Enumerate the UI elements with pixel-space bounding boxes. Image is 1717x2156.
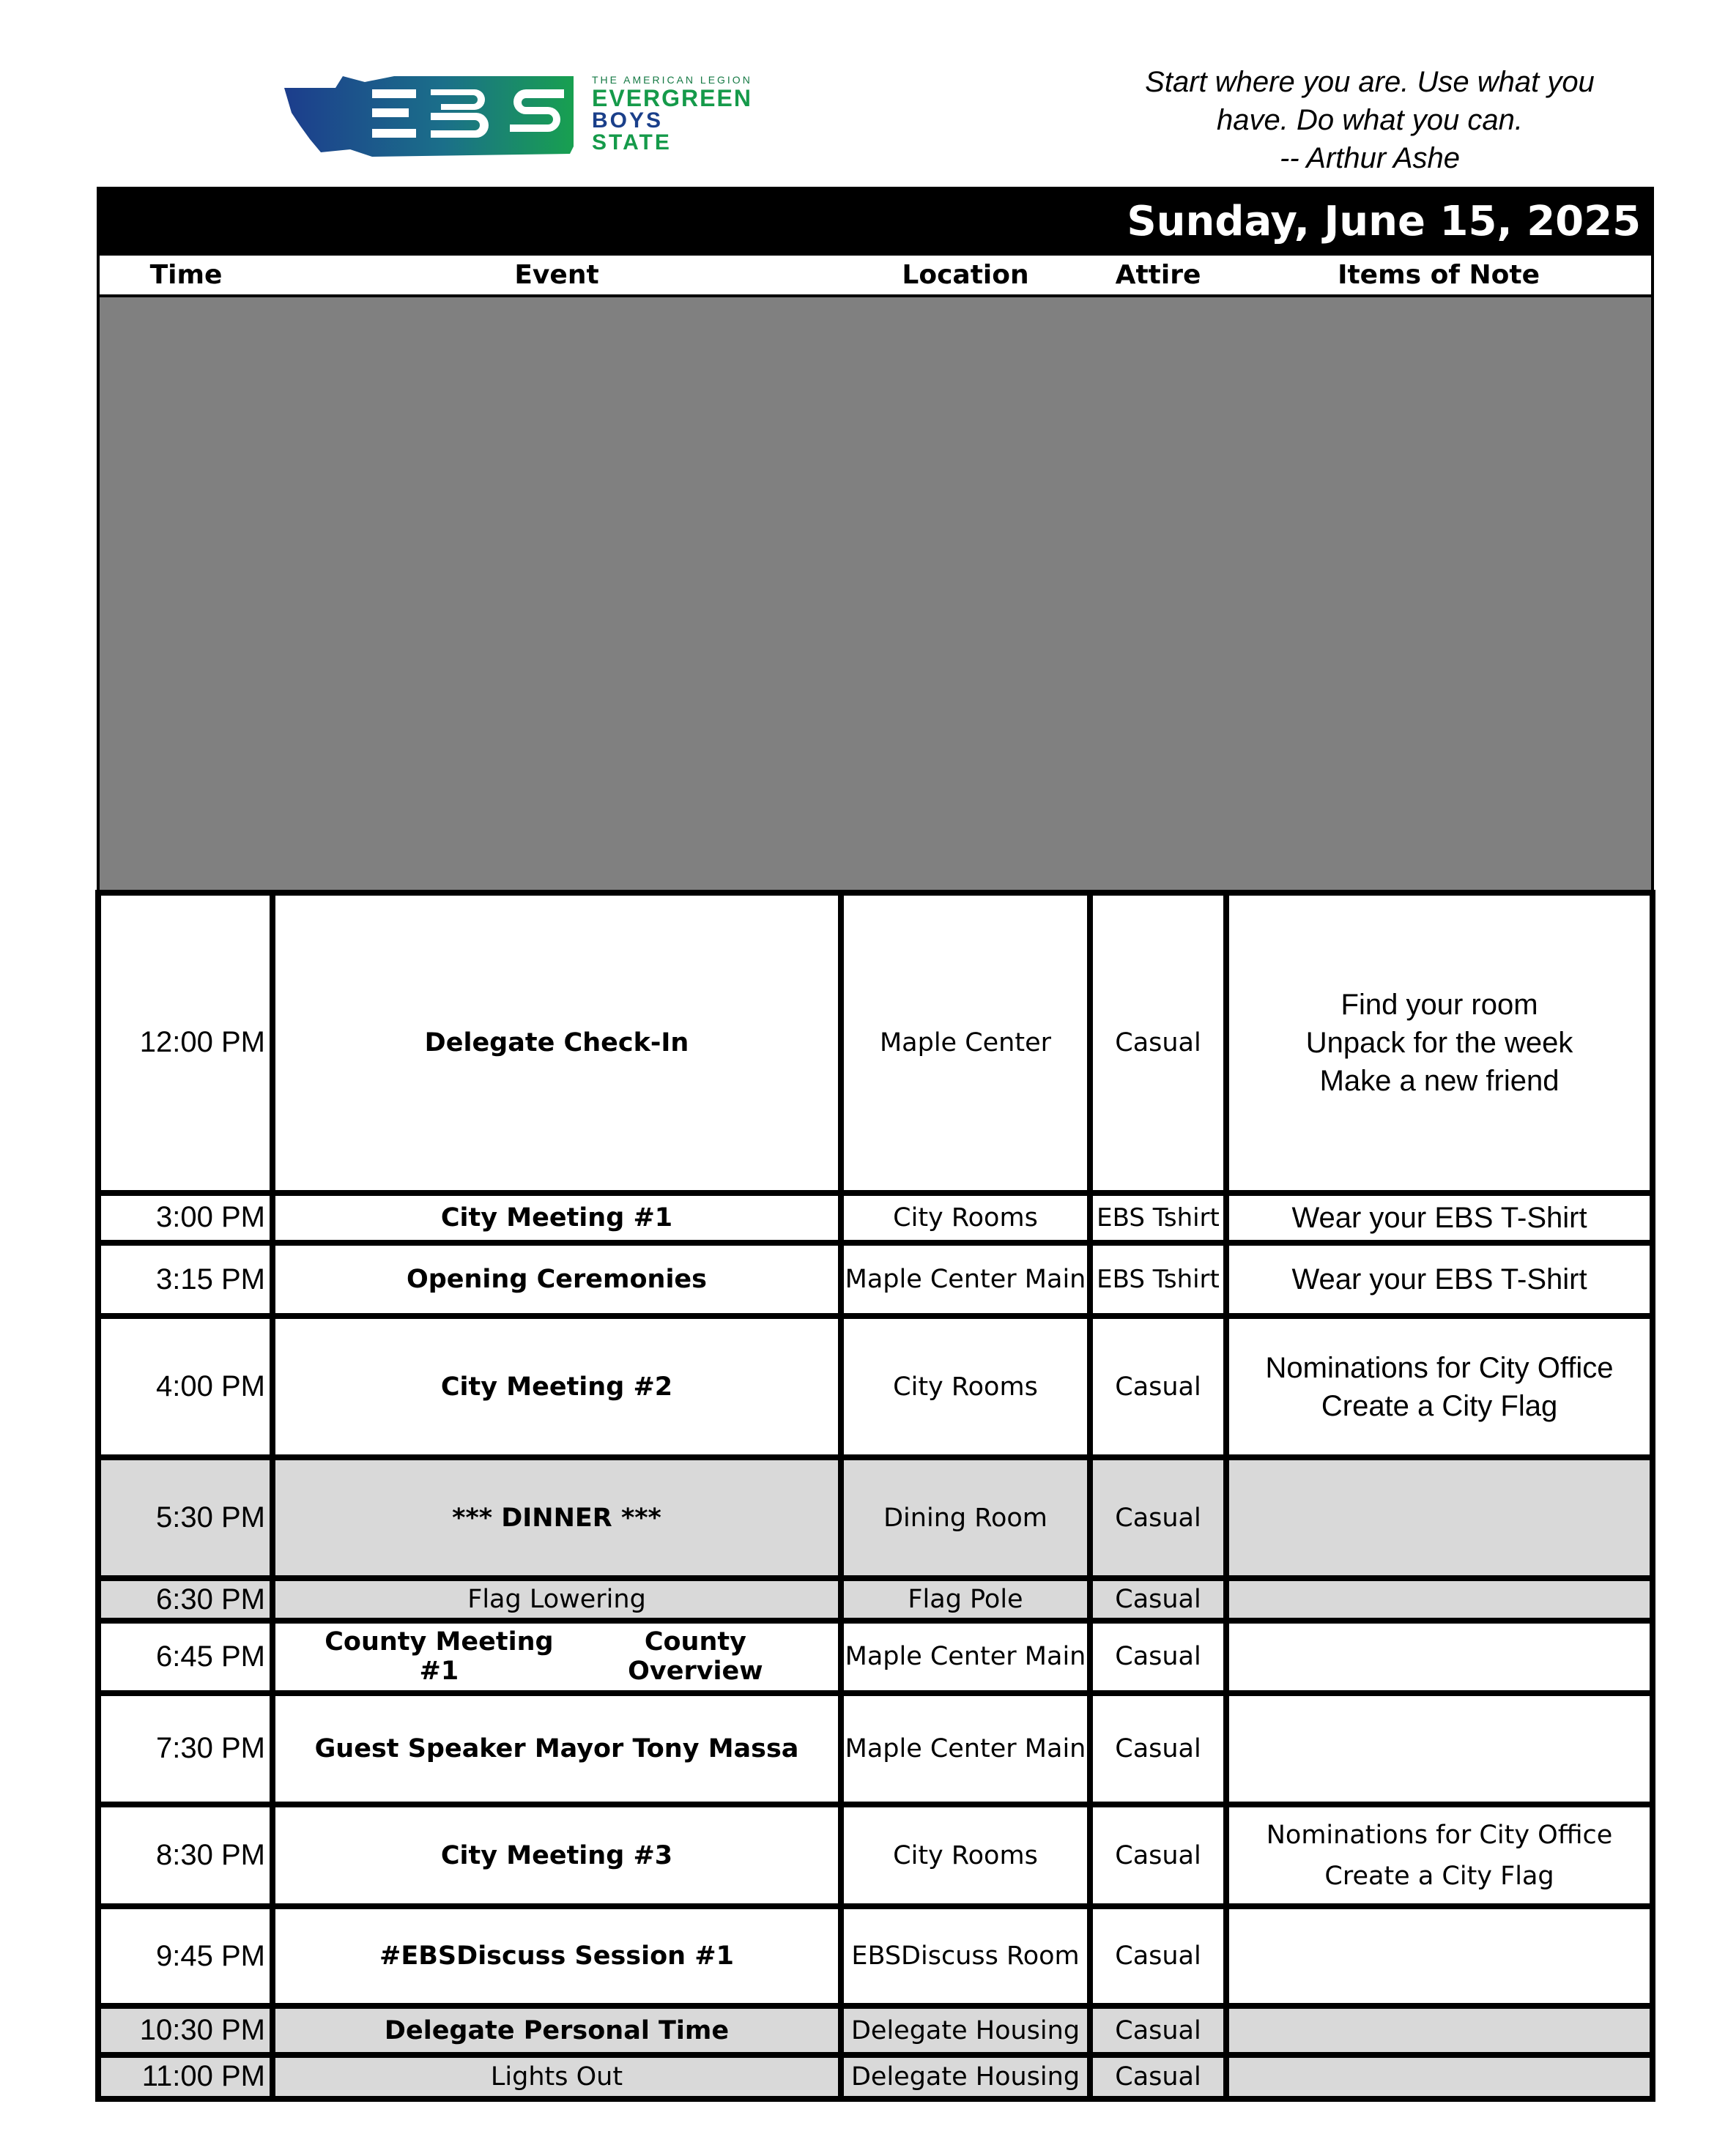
row-event: Lights Out [272,2055,841,2099]
header-time: Time [98,254,272,295]
row-event: #EBSDiscuss Session #1 [272,1906,841,2007]
row-attire: Casual [1090,893,1226,1193]
ebs-logo [284,67,819,163]
row-attire: Casual [1090,1578,1226,1621]
row-event-secondary: County Overview [628,1627,763,1687]
row-time: 11:00 PM [98,2055,272,2099]
row-notes [1226,1621,1653,1692]
row-location: City Rooms [841,1316,1090,1457]
table-row [98,1621,1653,1692]
logo-boys-text: BOYS [592,108,664,133]
note-line: Nominations for City Office [1266,1820,1613,1850]
table-row [98,1906,1653,2007]
row-event: *** DINNER *** [272,1457,841,1578]
row-notes [1226,1693,1653,1805]
row-event: Opening Ceremonies [272,1243,841,1316]
note-line: Wear your EBS T-Shirt [1291,1201,1587,1234]
row-attire: EBS Tshirt [1090,1193,1226,1243]
note-line: Nominations for City Office [1265,1351,1614,1384]
row-attire: Casual [1090,1804,1226,1906]
schedule-table [95,187,1655,2102]
row-location: Dining Room [841,1457,1090,1578]
row-time: 9:45 PM [98,1906,272,2007]
row-attire: Casual [1090,2055,1226,2099]
row-location: Delegate Housing [841,2055,1090,2099]
row-time: 8:30 PM [98,1804,272,1906]
blank-gray-block [98,296,1653,893]
row-event: Flag Lowering [272,1578,841,1621]
row-attire: Casual [1090,1316,1226,1457]
table-row [98,1578,1653,1621]
row-notes [1226,2006,1653,2054]
row-event: City Meeting #1 [272,1193,841,1243]
row-location: City Rooms [841,1193,1090,1243]
note-line: Unpack for the week [1305,1026,1573,1059]
row-notes [1226,1906,1653,2007]
row-time: 10:30 PM [98,2006,272,2054]
note-line: Create a City Flag [1324,1861,1554,1891]
row-location: Delegate Housing [841,2006,1090,2054]
table-row [98,1193,1653,1243]
row-time: 6:30 PM [98,1578,272,1621]
row-notes [1226,1578,1653,1621]
table-row [98,1457,1653,1578]
row-notes [1226,1316,1653,1457]
logo-evergreen-text: EVERGREEN [592,85,752,111]
row-event: Guest Speaker Mayor Tony Massa [272,1693,841,1805]
row-time: 5:30 PM [98,1457,272,1578]
row-event: City Meeting #2 [272,1316,841,1457]
note-line: Create a City Flag [1321,1389,1558,1422]
row-time: 4:00 PM [98,1316,272,1457]
table-row [98,1804,1653,1906]
schedule-date: Sunday, June 15, 2025 [98,188,1653,254]
quote [1077,63,1663,177]
row-attire: EBS Tshirt [1090,1243,1226,1316]
quote-line-2: have. Do what you can. [1216,104,1524,136]
row-event: Delegate Check-In [272,893,841,1193]
quote-attribution: -- Arthur Ashe [1280,142,1460,174]
header-event: Event [272,254,841,295]
row-time: 12:00 PM [98,893,272,1193]
row-event [272,1621,841,1692]
row-notes [1226,2055,1653,2099]
row-notes [1226,893,1653,1193]
row-attire: Casual [1090,2006,1226,2054]
quote-line-1: Start where you are. Use what you [1145,66,1595,98]
row-event-primary: County Meeting #1 [325,1627,554,1687]
row-notes [1226,1457,1653,1578]
row-attire: Casual [1090,1621,1226,1692]
washington-state-logo-icon [284,67,577,163]
table-row [98,893,1653,1193]
row-location: Maple Center [841,893,1090,1193]
row-notes [1226,1804,1653,1906]
table-row [98,1316,1653,1457]
row-location: City Rooms [841,1804,1090,1906]
table-row [98,1243,1653,1316]
row-attire: Casual [1090,1693,1226,1805]
header-notes: Items of Note [1226,254,1653,295]
row-time: 3:00 PM [98,1193,272,1243]
note-line: Make a new friend [1319,1064,1560,1097]
logo-legion-text: THE AMERICAN LEGION [592,74,752,86]
row-attire: Casual [1090,1457,1226,1578]
note-line: Find your room [1340,988,1538,1021]
row-notes [1226,1193,1653,1243]
table-row [98,2055,1653,2099]
note-line: Wear your EBS T-Shirt [1291,1263,1587,1296]
header-location: Location [841,254,1090,295]
row-notes [1226,1243,1653,1316]
logo-state-text: STATE [592,130,672,155]
row-location: Maple Center Main [841,1243,1090,1316]
row-location: Flag Pole [841,1578,1090,1621]
table-row [98,1693,1653,1805]
row-location: Maple Center Main [841,1621,1090,1692]
row-event: City Meeting #3 [272,1804,841,1906]
header-attire: Attire [1090,254,1226,295]
row-location: Maple Center Main [841,1693,1090,1805]
row-time: 6:45 PM [98,1621,272,1692]
row-time: 7:30 PM [98,1693,272,1805]
row-time: 3:15 PM [98,1243,272,1316]
row-location: EBSDiscuss Room [841,1906,1090,2007]
header-row [98,254,1653,295]
row-attire: Casual [1090,1906,1226,2007]
row-event: Delegate Personal Time [272,2006,841,2054]
table-row [98,2006,1653,2054]
